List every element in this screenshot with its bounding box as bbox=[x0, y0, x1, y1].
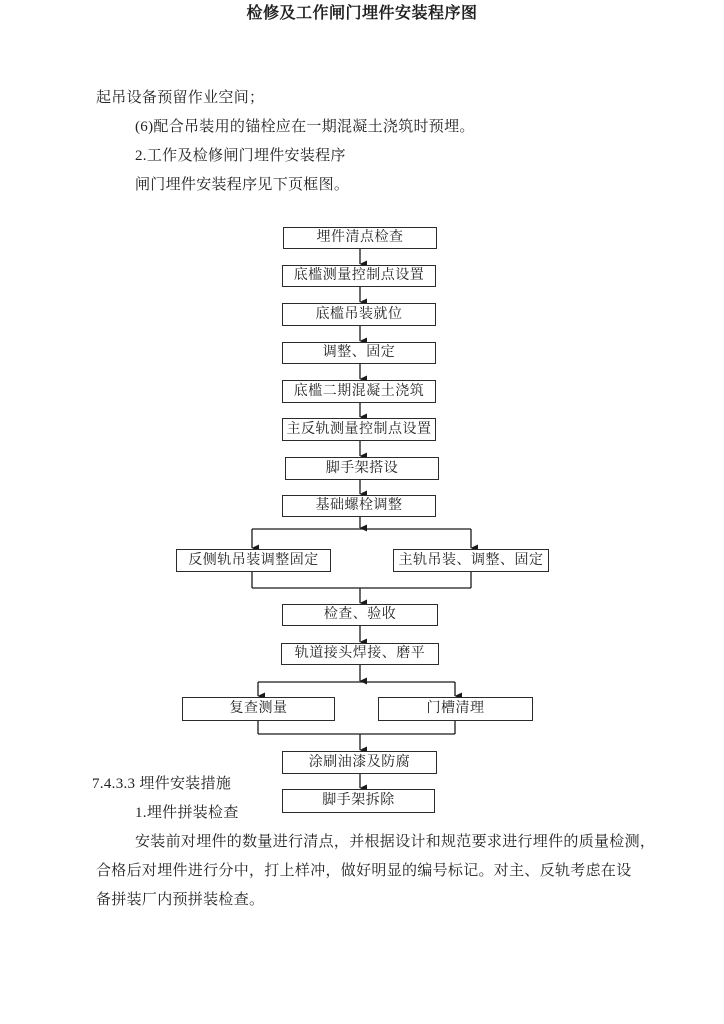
paragraph-line: 闸门埋件安装程序见下页框图。 bbox=[135, 177, 350, 193]
flow-node-gate-slot-cleanup: 门槽清理 bbox=[378, 697, 533, 721]
flow-node-rail-joint-weld-grind: 轨道接头焊接、磨平 bbox=[281, 643, 439, 665]
paragraph-line: 安装前对埋件的数量进行清点，并根据设计和规范要求进行埋件的质量检测， bbox=[135, 834, 656, 850]
flow-node-recheck-survey: 复查测量 bbox=[182, 697, 335, 721]
flow-node-rail-survey-control-points: 主反轨测量控制点设置 bbox=[282, 418, 436, 441]
flow-node-adjust-fix: 调整、固定 bbox=[282, 342, 436, 364]
flow-node-inspect-accept: 检查、验收 bbox=[282, 604, 438, 626]
flow-node-sill-survey-control-points: 底槛测量控制点设置 bbox=[282, 265, 436, 287]
flow-node-sill-second-stage-concrete: 底槛二期混凝土浇筑 bbox=[282, 380, 436, 403]
section-subheading: 1.埋件拼装检查 bbox=[135, 805, 239, 821]
flow-node-scaffold-erection: 脚手架搭设 bbox=[285, 457, 439, 480]
paragraph-line: (6)配合吊装用的锚栓应在一期混凝土浇筑时预埋。 bbox=[135, 119, 475, 135]
paragraph-line: 起吊设备预留作业空间； bbox=[96, 90, 265, 106]
flow-node-scaffold-removal: 脚手架拆除 bbox=[282, 789, 435, 813]
flowchart-title: 检修及工作闸门埋件安装程序图 bbox=[246, 5, 478, 22]
flow-node-paint-anticorrosion: 涂刷油漆及防腐 bbox=[282, 751, 437, 774]
paragraph-line: 2.工作及检修闸门埋件安装程序 bbox=[135, 148, 346, 164]
paragraph-line: 合格后对埋件进行分中，打上样冲，做好明显的编号标记。对主、反轨考虑在设 bbox=[96, 863, 632, 879]
flow-node-sill-hoist-in-place: 底槛吊装就位 bbox=[282, 303, 436, 326]
flow-node-anchor-bolt-adjustment: 基础螺栓调整 bbox=[282, 495, 436, 517]
paragraph-line: 备拼装厂内预拼装检查。 bbox=[96, 892, 265, 908]
flow-node-counter-side-rail-install: 反侧轨吊装调整固定 bbox=[176, 549, 331, 572]
flow-node-main-rail-install: 主轨吊装、调整、固定 bbox=[393, 549, 549, 572]
section-heading: 7.4.3.3 埋件安装措施 bbox=[92, 776, 232, 792]
flow-node-embedded-parts-check: 埋件清点检查 bbox=[283, 227, 437, 249]
